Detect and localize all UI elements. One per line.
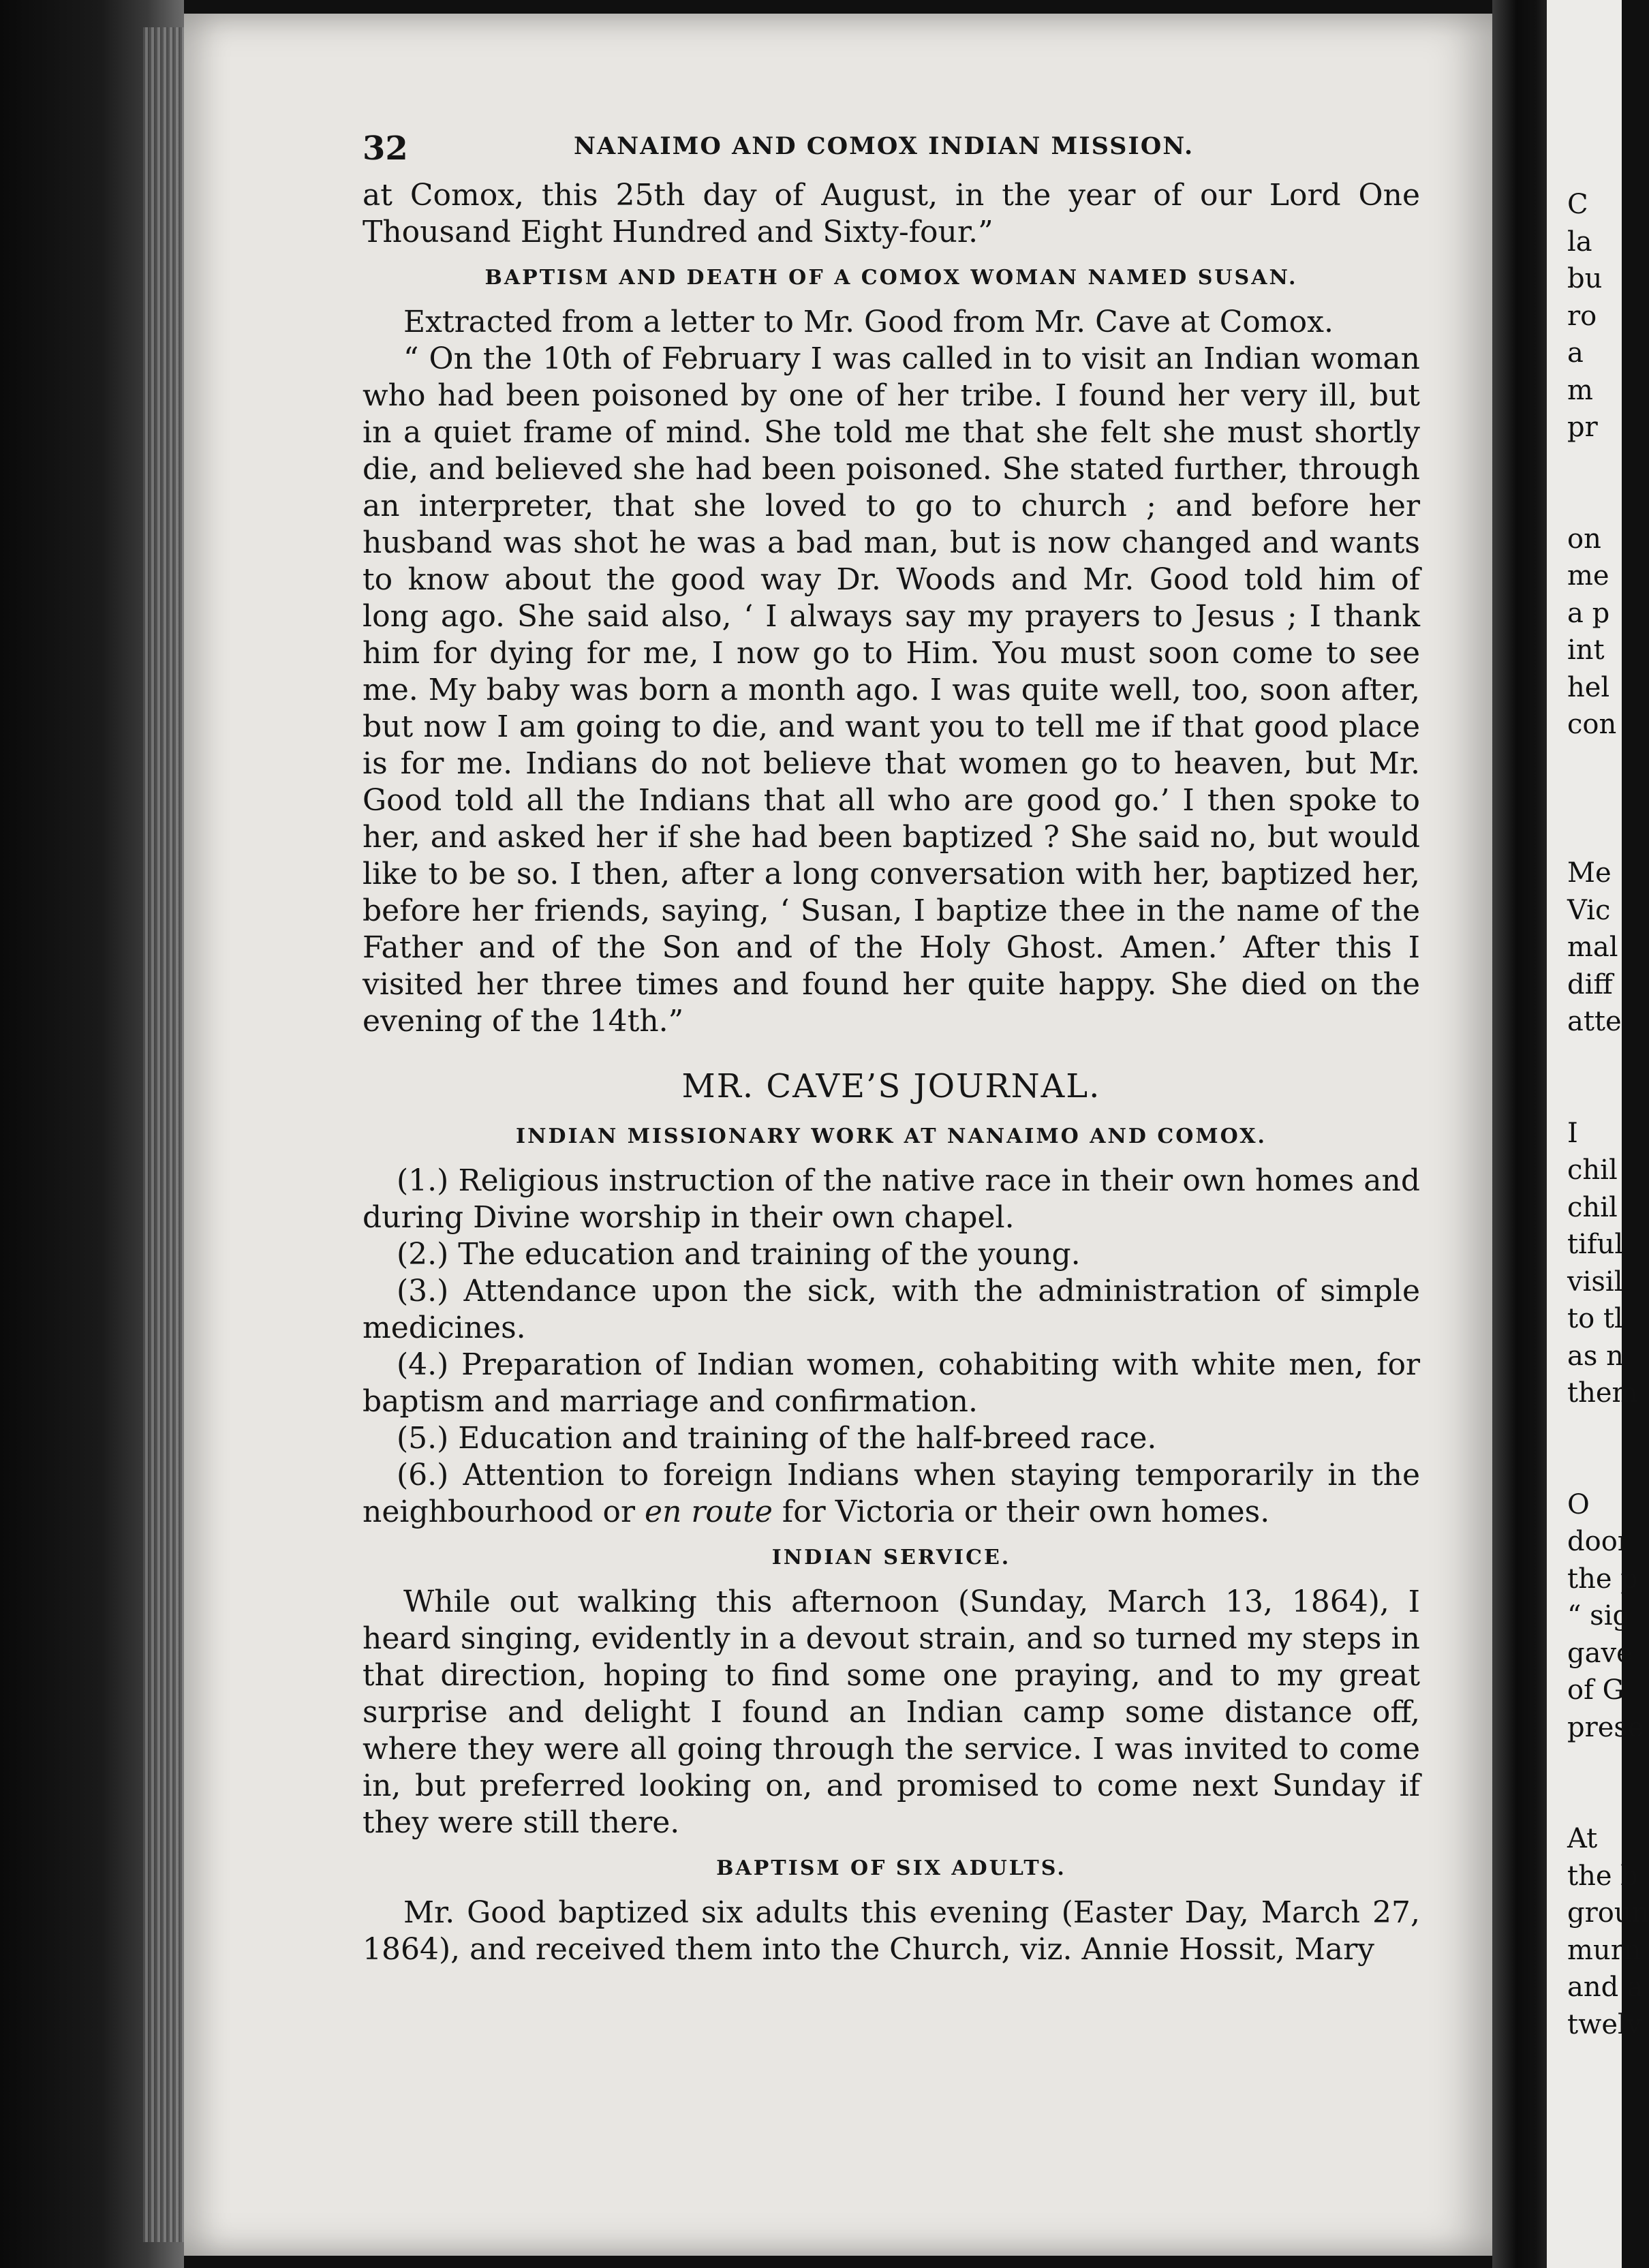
journal-list-item: (3.) Attendance upon the sick, with the administration of simple medicines.: [363, 1274, 1420, 1345]
indian-service-text: While out walking this afternoon (Sunday, March 13, 1864), I heard singing, evidently in a devout strain, and so turned my steps in that direction, hoping to find some one praying, and to my great surprise and delight I found an Indian camp some distance off, where they were all going through the service. I was invited to come in, but preferred looking on, and promised to come next Sunday if they were still there.: [363, 1584, 1420, 1840]
facing-page-line: visil: [1567, 1266, 1623, 1298]
facing-page-line: I: [1567, 1117, 1578, 1149]
baptism-six-heading: BAPTISM OF SIX ADULTS.: [716, 1856, 1066, 1880]
facing-page-line: At: [1567, 1823, 1598, 1854]
page-content: [363, 116, 1420, 1968]
facing-page-line: of G: [1567, 1674, 1624, 1706]
facing-page-line: to tl: [1567, 1303, 1623, 1334]
facing-page-line: me: [1567, 560, 1609, 592]
facing-page-line: twelv: [1567, 2008, 1642, 2040]
facing-page-line: chil: [1567, 1191, 1618, 1223]
journal-title: MR. CAVE’S JOURNAL.: [681, 1067, 1101, 1105]
facing-page-line: O: [1567, 1488, 1590, 1520]
indian-service-heading: INDIAN SERVICE.: [771, 1546, 1011, 1569]
facing-page-line: door: [1567, 1526, 1631, 1557]
susan-letter-text: “ On the 10th of February I was called in to visit an Indian woman who had been poisoned by one of her tribe. I found her very ill, but in a quiet frame of mind. She told me that she felt she must shortly die, and believed she had been poisoned. She stated further, through an interpreter, that she loved to go to church ; and before her husband was shot he was a bad man, but is now changed and wants to know about the good way Dr. Woods and Mr. Good told him of long ago. She said also, ‘ I always say my prayers to Jesus ; I thank him for dying for me, I now go to Him. You must soon come to see me. My baby was born a month ago. I was quite well, too, soon after, but now I am going to die, and want you to tell me if that good place is for me. Indians do not believe that women go to heaven, but Mr. Good told all the Indians that all who are good go.’ I then spoke to her, and asked her if she had been baptized ? She said no, but would like to be so. I then, after a long conversation with her, baptized her, before her friends, saying, ‘ Susan, I baptize thee in the name of the Father and of the Son and of the Holy Ghost. Amen.’ After this I visited her three times and found her quite happy. She died on the evening of the 14th.”: [363, 341, 1420, 1039]
facing-page-line: ro: [1567, 300, 1597, 332]
facing-page-line: C: [1567, 189, 1588, 220]
facing-page-line: the p: [1567, 1563, 1638, 1595]
facing-page-line: Vic: [1567, 894, 1611, 926]
facing-page-line: atte: [1567, 1006, 1622, 1037]
journal-list-item: (5.) Education and training of the half-breed race.: [397, 1421, 1157, 1456]
journal-list-item: (2.) The education and training of the young.: [397, 1237, 1081, 1272]
facing-page-line: bu: [1567, 263, 1603, 294]
book-gutter: [1492, 0, 1554, 2268]
facing-page-line: int: [1567, 634, 1605, 666]
facing-page-line: the b: [1567, 1860, 1638, 1892]
journal-subheading: INDIAN MISSIONARY WORK AT NANAIMO AND COMOX.: [516, 1124, 1267, 1148]
facing-page-line: con: [1567, 709, 1617, 740]
facing-page-line: tiful: [1567, 1229, 1624, 1260]
facing-page-line: gave: [1567, 1637, 1633, 1669]
page-number: 32: [363, 129, 408, 168]
facing-page-line: chil: [1567, 1154, 1618, 1186]
facing-page-line: a: [1567, 337, 1584, 369]
facing-page-fragment: [1547, 0, 1649, 2268]
item6-italic: en route: [644, 1495, 773, 1529]
facing-page-line: mal: [1567, 932, 1618, 963]
item6-text-start: (6.) Attention to foreign Indians when staying temporarily in the neighbourhood or: [363, 1458, 1420, 1529]
running-head: [363, 116, 1420, 168]
running-title: NANAIMO AND COMOX INDIAN MISSION.: [574, 132, 1195, 160]
facing-page-line: a p: [1567, 597, 1610, 629]
facing-page-line: diff: [1567, 968, 1613, 1000]
facing-page-line: prese: [1567, 1711, 1644, 1743]
facing-page-line: groun: [1567, 1897, 1649, 1929]
facing-page-line: on: [1567, 523, 1601, 555]
facing-page-line: la: [1567, 226, 1592, 258]
item6-text-end: for Victoria or their own homes.: [772, 1495, 1270, 1529]
susan-source-line: Extracted from a letter to Mr. Good from Mr. Cave at Comox.: [403, 305, 1334, 339]
facing-page-line: pr: [1567, 412, 1598, 443]
intro-closing-text: at Comox, this 25th day of August, in the year of our Lord One Thousand Eight Hundred and Sixty-four.”: [363, 178, 1420, 249]
facing-page-line: m: [1567, 374, 1593, 406]
facing-page-line: and a: [1567, 1972, 1644, 2003]
baptism-six-text: Mr. Good baptized six adults this evening (Easter Day, March 27, 1864), and received them into the Church, viz. Annie Hossit, Mary: [363, 1895, 1420, 1967]
journal-list-item: (1.) Religious instruction of the native race in their own homes and during Divine worship in their own chapel.: [363, 1163, 1420, 1235]
susan-section-heading: BAPTISM AND DEATH OF A COMOX WOMAN NAMED SUSAN.: [484, 266, 1298, 290]
facing-page-line: “ sig: [1567, 1600, 1631, 1631]
facing-page-line: murn: [1567, 1934, 1642, 1966]
journal-list-item-6: [363, 1457, 1420, 1531]
facing-page-line: hel: [1567, 671, 1610, 703]
facing-page-line: as n: [1567, 1340, 1624, 1372]
journal-list-item: (4.) Preparation of Indian women, cohabiting with white men, for baptism and marriage and confirmation.: [363, 1347, 1420, 1419]
facing-page-line: Me: [1567, 857, 1612, 889]
facing-page-line: them: [1567, 1377, 1638, 1409]
